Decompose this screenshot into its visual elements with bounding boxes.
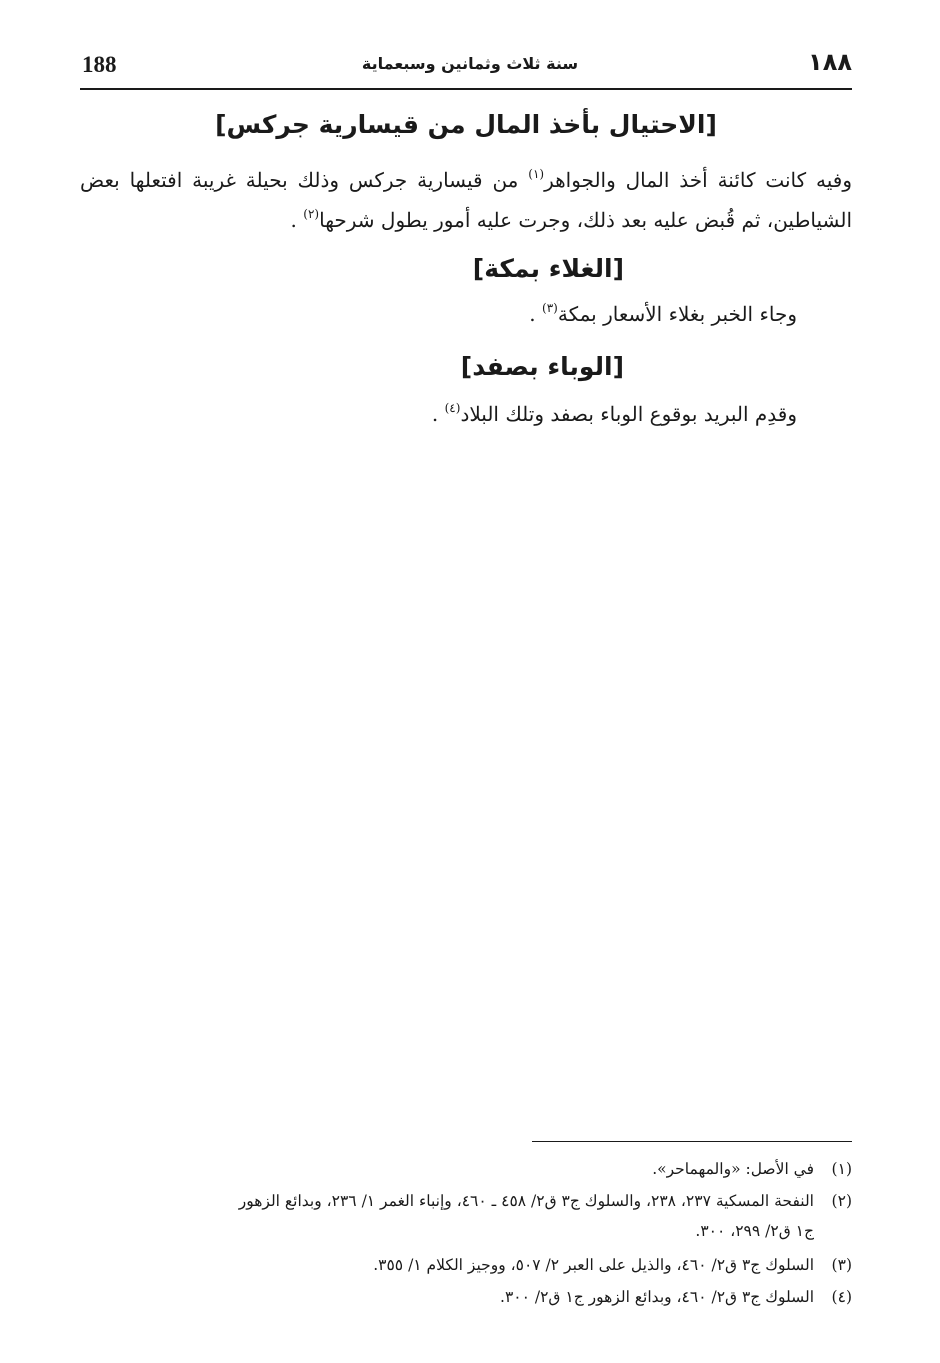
section-body-1-part2: من قيسارية جركس وذلك بحيلة غريبة افتعلها بعض الشياطين، ثم قُبض عليه بعد ذلك، وجرت عليه أمور يطول شرحها bbox=[80, 168, 852, 232]
footnote-rule bbox=[532, 1141, 852, 1142]
footnote-ref-3: (٣) bbox=[542, 301, 558, 315]
footnote-text-1: في الأصل: «والمهماحر». bbox=[652, 1160, 814, 1178]
footnote-ref-4: (٤) bbox=[444, 401, 461, 415]
section-body-3-end: . bbox=[431, 402, 439, 426]
footnote-marker-4: (٤) bbox=[831, 1288, 852, 1306]
footnote-text-2: النفحة المسكية ٢٣٧، ٢٣٨، والسلوك ج٣ ق٢/ ٤٥٨ ـ ٤٦٠، وإنباء الغمر ١/ ٢٣٦، وبدائع الزهور bbox=[238, 1192, 814, 1210]
running-title: سنة ثلاث وثمانين وسبعماية bbox=[361, 54, 579, 73]
page-number-latin: 188 bbox=[82, 52, 117, 77]
page-number-arabic: ١٨٨ bbox=[808, 48, 852, 76]
footnote-text-3: السلوك ج٣ ق٢/ ٤٦٠، والذيل على العبر ٢/ ٥٠٧، ووجيز الكلام ١/ ٣٥٥. bbox=[373, 1256, 814, 1274]
footnote-3 bbox=[80, 1250, 852, 1280]
footnote-ref-2: (٢) bbox=[303, 207, 320, 221]
section-body-2-end: . bbox=[529, 302, 536, 326]
section-body-3 bbox=[432, 402, 797, 426]
footnote-ref-1: (١) bbox=[528, 167, 545, 181]
section-body-1 bbox=[80, 160, 852, 240]
footnote-2 bbox=[80, 1186, 852, 1246]
section-body-1-end: . bbox=[290, 208, 297, 232]
footnote-text-2-continuation: ج١ ق٢/ ٢٩٩، ٣٠٠. bbox=[695, 1222, 814, 1240]
footnote-1 bbox=[80, 1154, 852, 1184]
section-body-2-text: وجاء الخبر بغلاء الأسعار بمكة bbox=[557, 302, 797, 326]
footnote-marker-1: (١) bbox=[831, 1160, 852, 1178]
section-title-2: [الغلاء بمكة] bbox=[472, 254, 624, 283]
section-body-1-part1: وفيه كانت كائنة أخذ المال والجواهر bbox=[544, 168, 852, 192]
section-body-3-text: وقدِم البريد بوقوع الوباء بصفد وتلك البلاد bbox=[460, 402, 797, 426]
section-title-3: [الوباء بصفد] bbox=[460, 352, 624, 381]
section-body-2 bbox=[529, 302, 797, 326]
footnote-4 bbox=[80, 1282, 852, 1312]
header-rule bbox=[80, 88, 852, 90]
footnote-marker-2: (٢) bbox=[831, 1192, 852, 1210]
footnote-text-4: السلوك ج٣ ق٢/ ٤٦٠، وبدائع الزهور ج١ ق٢/ ٣٠٠. bbox=[500, 1288, 814, 1306]
footnote-marker-3: (٣) bbox=[831, 1256, 852, 1274]
section-title-1: [الاحتيال بأخذ المال من قيسارية جركس] bbox=[215, 110, 717, 139]
